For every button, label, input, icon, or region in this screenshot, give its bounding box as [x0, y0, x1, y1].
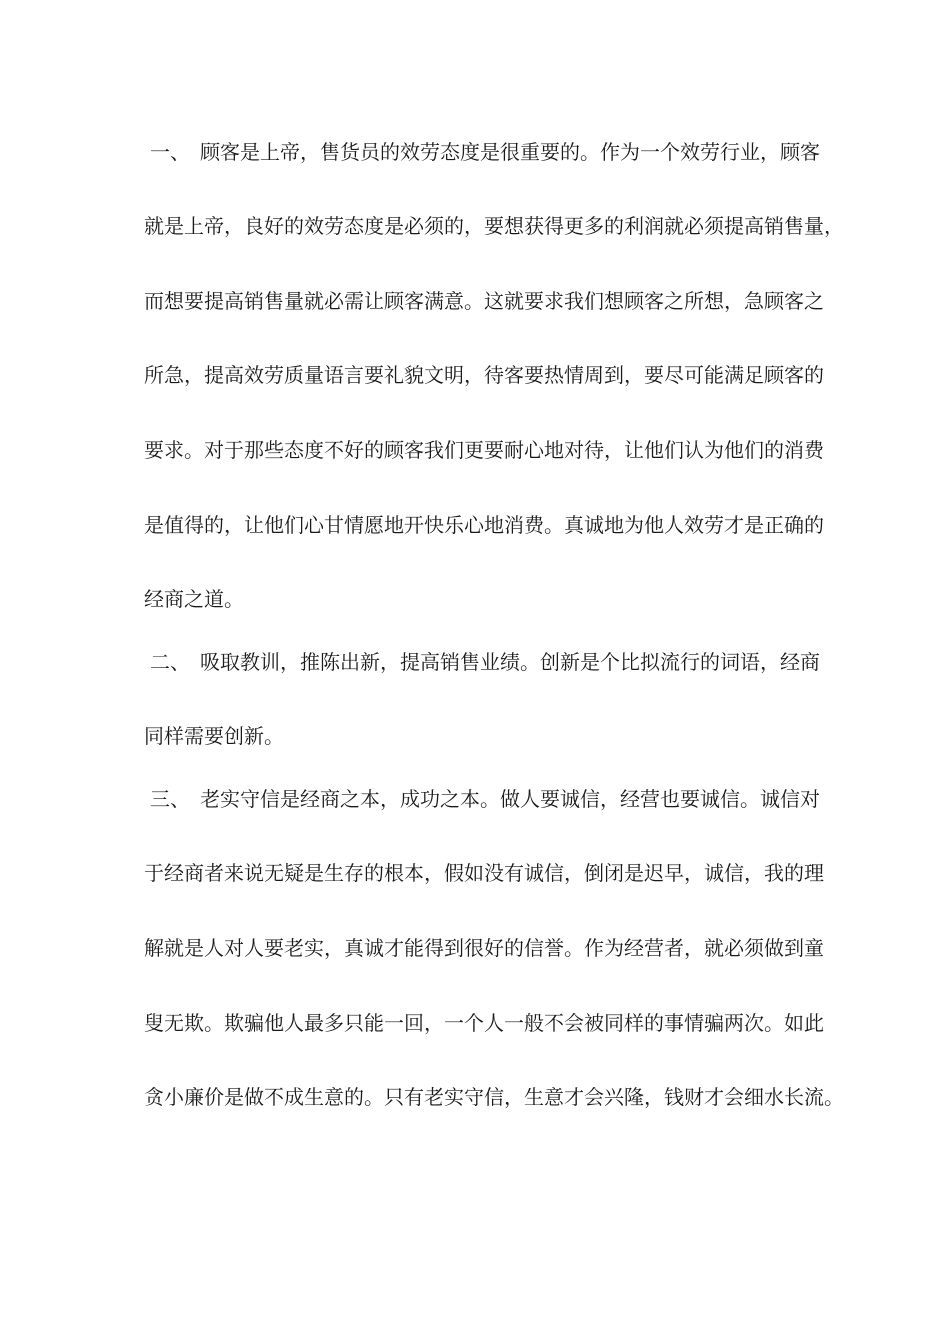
section-3-line-1	[144, 786, 820, 812]
section-1-line-4: 所急，提高效劳质量语言要礼貌文明，待客要热情周到，要尽可能满足顾客的	[144, 363, 824, 387]
section-1-line-2: 就是上帝，良好的效劳态度是必须的，要想获得更多的利润就必须提高销售量，	[144, 214, 844, 238]
section-1-line-6: 是值得的，让他们心甘情愿地开快乐心地消费。真诚地为他人效劳才是正确的	[144, 513, 824, 537]
section-1-line-1	[144, 139, 820, 165]
section-3-line-2: 于经商者来说无疑是生存的根本，假如没有诚信，倒闭是迟早，诚信，我的理	[144, 861, 824, 885]
section-3-text-1: 老实守信是经商之本，成功之本。做人要诚信，经营也要诚信。诚信对	[200, 787, 820, 811]
section-1-line-7: 经商之道。	[144, 587, 244, 611]
section-1-text-1: 顾客是上帝，售货员的效劳态度是很重要的。作为一个效劳行业，顾客	[200, 140, 820, 164]
section-2-line-2: 同样需要创新。	[144, 724, 284, 748]
section-3-line-4: 叟无欺。欺骗他人最多只能一回，一个人一般不会被同样的事情骗两次。如此	[144, 1011, 824, 1035]
section-2-text-1: 吸取教训，推陈出新，提高销售业绩。创新是个比拟流行的词语，经商	[200, 650, 820, 674]
section-2-line-1	[144, 649, 820, 675]
section-1-line-3: 而想要提高销售量就必需让顾客满意。这就要求我们想顾客之所想，急顾客之	[144, 289, 824, 313]
section-1-marker: 一、	[150, 140, 190, 164]
section-3-line-3: 解就是人对人要老实，真诚才能得到很好的信誉。作为经营者，就必须做到童	[144, 936, 824, 960]
section-2-marker: 二、	[150, 650, 190, 674]
section-3-line-5: 贪小廉价是做不成生意的。只有老实守信，生意才会兴隆，钱财才会细水长流。	[144, 1085, 844, 1109]
section-3-marker: 三、	[150, 787, 190, 811]
section-1-line-5: 要求。对于那些态度不好的顾客我们更要耐心地对待，让他们认为他们的消费	[144, 438, 824, 462]
